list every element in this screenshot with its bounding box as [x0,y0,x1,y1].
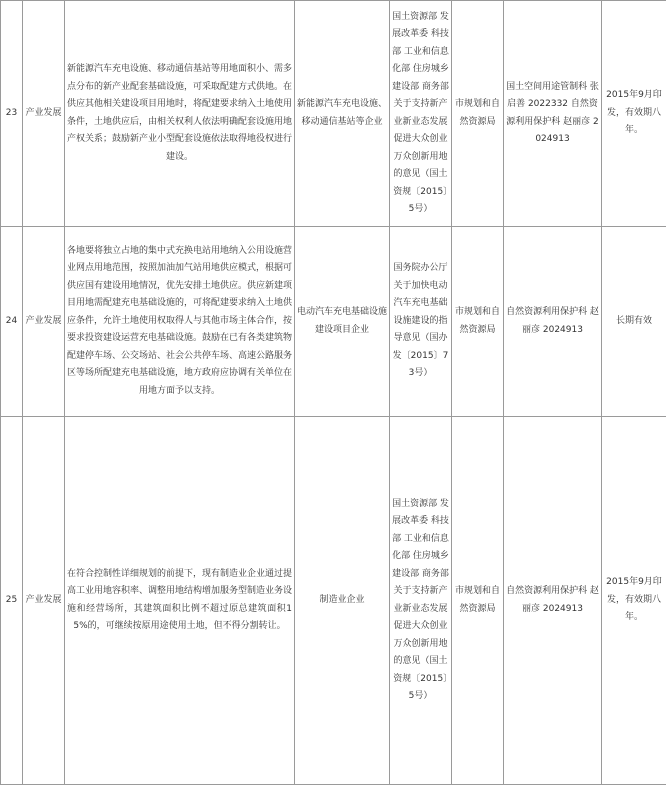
department-cell: 市规划和自然资源局 [452,1,504,227]
department-cell: 市规划和自然资源局 [452,417,504,785]
validity-cell: 2015年9月印发，有效期八年。 [602,417,666,785]
contact-cell: 国土空间用途管制科 张启善 2022332 自然资源利用保护科 赵丽彦 2024913 [504,1,602,227]
policy-content-cell: 新能源汽车充电设施、移动通信基站等用地面积小、需多点分布的新产业配套基础设施，可采取配建方式供地。在供应其他相关建设项目用地时，将配建要求纳入土地使用条件，土地供应后，由相关权利人依法明确配套设施用地产权关系；鼓励新产业小型配套设施依法取得地役权进行建设。 [65,1,295,227]
table-row [1,1,666,227]
contact-cell: 自然资源利用保护科 赵丽彦 2024913 [504,227,602,417]
policy-document-cell: 国务院办公厅关于加快电动汽车充电基础设施建设的指导意见（国办发〔2015〕73号） [390,227,452,417]
target-cell: 电动汽车充电基础设施建设项目企业 [295,227,390,417]
department-cell: 市规划和自然资源局 [452,227,504,417]
category-cell: 产业发展 [23,1,65,227]
row-number: 24 [1,227,23,417]
policy-content-cell: 在符合控制性详细规划的前提下，现有制造业企业通过提高工业用地容积率、调整用地结构增加服务型制造业务设施和经营场所，其建筑面积比例不超过原总建筑面积15%的，可继续按原用途使用土地，但不得分割转让。 [65,417,295,785]
table-row [1,227,666,417]
policy-document-cell: 国土资源部 发展改革委 科技部 工业和信息化部 住房城乡建设部 商务部关于支持新产业新业态发展促进大众创业万众创新用地的意见（国土资规〔2015〕5号） [390,417,452,785]
target-cell: 新能源汽车充电设施、移动通信基站等企业 [295,1,390,227]
category-cell: 产业发展 [23,227,65,417]
validity-cell: 长期有效 [602,227,666,417]
contact-cell: 自然资源利用保护科 赵丽彦 2024913 [504,417,602,785]
row-number: 25 [1,417,23,785]
target-cell: 制造业企业 [295,417,390,785]
row-number: 23 [1,1,23,227]
policy-content-cell: 各地要将独立占地的集中式充换电站用地纳入公用设施营业网点用地范围，按照加油加气站用地供应模式，根据可供应国有建设用地情况，优先安排土地供应。供应新建项目用地需配建充电基础设施的，可将配建要求纳入土地供应条件，允许土地使用权取得人与其他市场主体合作，按要求投资建设运营充电基础设施。鼓励在已有各类建筑物配建停车场、公交场站、社会公共停车场、高速公路服务区等场所配建充电基础设施，地方政府应协调有关单位在用地方面予以支持。 [65,227,295,417]
policy-document-cell: 国土资源部 发展改革委 科技部 工业和信息化部 住房城乡建设部 商务部关于支持新产业新业态发展促进大众创业万众创新用地的意见（国土资规〔2015〕5号） [390,1,452,227]
table-row [1,417,666,785]
category-cell: 产业发展 [23,417,65,785]
validity-cell: 2015年9月印发，有效期八年。 [602,1,666,227]
